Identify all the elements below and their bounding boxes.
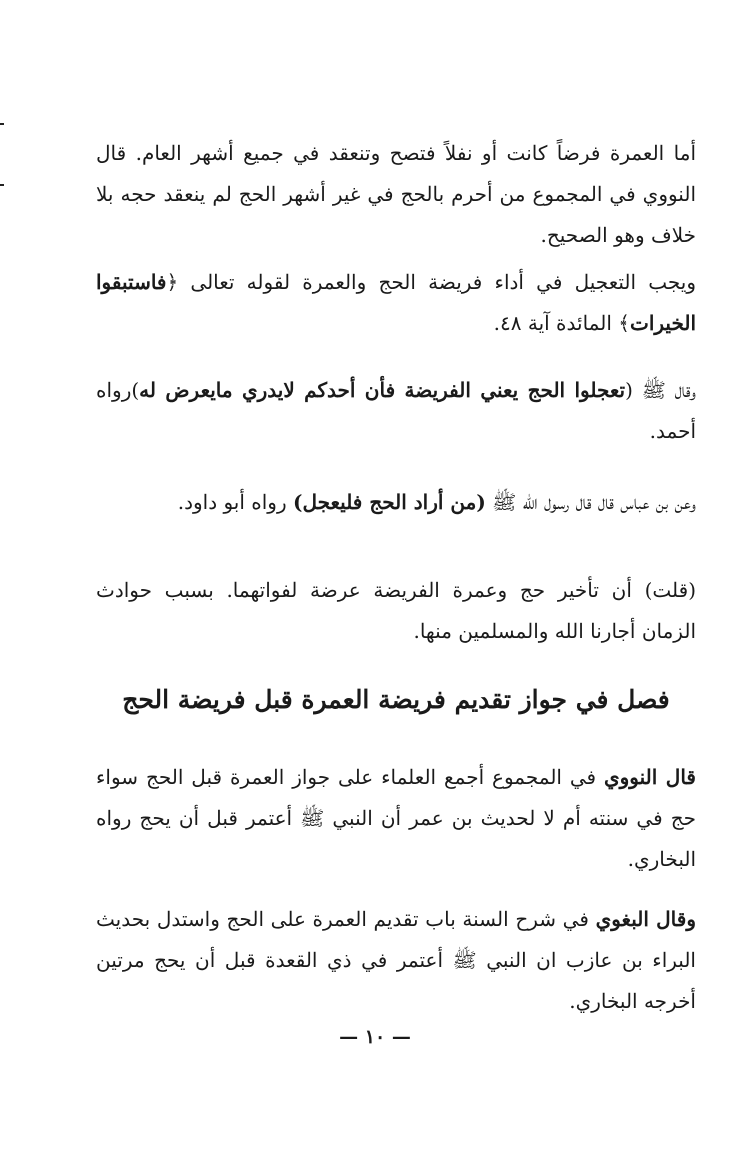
margin-mark [0, 123, 4, 125]
paragraph-hadith-abu-dawud [96, 482, 696, 523]
scholar-name: قال النووي [603, 765, 696, 789]
hadith-citation: رواه أبو داود. [177, 490, 293, 514]
hadith-text: (من أراد الحج فليعجل) [292, 490, 486, 514]
paragraph-text: أما العمرة فرضاً كانت أو نفلاً فتصح وتنعقد في جميع أشهر العام. قال النووي في المجموع من أحرم بالحج في غير أشهر الحج لم ينعقد حجه بلا خلاف وهو الصحيح. [96, 141, 696, 247]
paragraph-text: وقال ﷺ ( [625, 378, 696, 402]
margin-mark [0, 184, 4, 186]
paragraph-text: ويجب التعجيل في أداء فريضة الحج والعمرة لقوله تعالى ﴿ [166, 270, 696, 294]
paragraph-umrah-validity [96, 133, 696, 256]
paragraph-text: (قلت) أن تأخير حج وعمرة الفريضة عرضة لفواتهما. بسبب حوادث الزمان أجارنا الله والمسلمين منها. [96, 578, 696, 643]
quran-verse: فاستبقوا الخيرات [96, 270, 696, 335]
paragraph-baghawi [96, 899, 696, 1022]
paragraph-author-note [96, 570, 696, 652]
paragraph-nawawi [96, 757, 696, 880]
paragraph-text: في شرح السنة باب تقديم العمرة على الحج واستدل بحديث البراء بن عازب ان النبي ﷺ أعتمر في ذي القعدة قبل أن يحج مرتين أخرجه البخاري. [96, 907, 696, 1013]
paragraph-text: في المجموع أجمع العلماء على جواز العمرة قبل الحج سواء حج في سنته أم لا لحديث بن عمر أن النبي ﷺ أعتمر قبل أن يحج رواه البخاري. [96, 765, 696, 871]
page-number: — ١٠ — [339, 1026, 411, 1048]
scholar-name: وقال البغوي [595, 907, 696, 931]
paragraph-hastening [96, 262, 696, 344]
paragraph-hadith-ahmad [96, 370, 696, 452]
hadith-citation: )رواه أحمد. [96, 378, 696, 443]
paragraph-text: وعن بن عباس قال قال رسول الله ﷺ [485, 490, 696, 514]
hadith-text: تعجلوا الحج يعني الفريضة فأن أحدكم لايدري مايعرض له [139, 378, 626, 402]
section-heading: فصل في جواز تقديم فريضة العمرة قبل فريضة الحج [122, 685, 670, 714]
verse-citation: ﴾ المائدة آية ٤٨. [493, 311, 630, 335]
